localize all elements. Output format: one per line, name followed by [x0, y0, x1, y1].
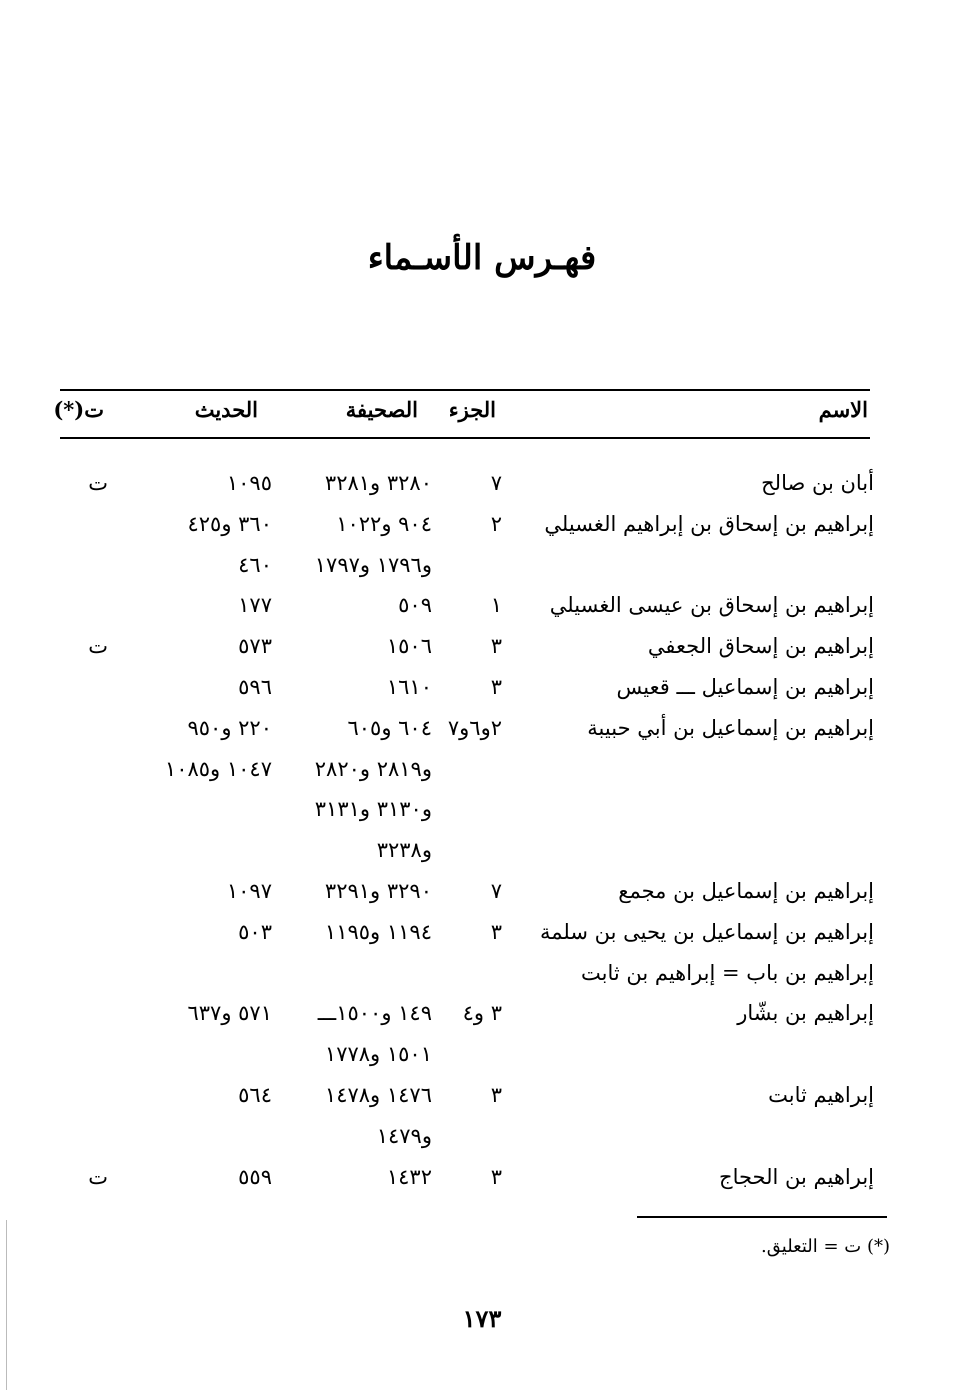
row-name: إبراهيم بن إسماعيل بن يحيى بن سلمة	[540, 919, 874, 944]
header-name: الاسم	[818, 397, 868, 422]
row-volume: ٣ و٤	[462, 1001, 502, 1026]
page-title: فهـرس الأسـماء	[367, 238, 597, 278]
row-page: و٢٨١٩ و٢٨٢٠	[314, 756, 432, 781]
table-row	[0, 1162, 964, 1202]
table-header-rule	[60, 437, 870, 439]
row-hadith: ٥٠٣	[238, 919, 272, 944]
row-volume: ١	[490, 593, 502, 618]
row-page: و١٧٩٦ و١٧٩٧	[314, 552, 432, 577]
row-hadith: ٥٧٣	[238, 634, 272, 659]
row-page: ٦٠٤ و٦٠٥	[347, 715, 432, 740]
row-volume: ٣	[490, 919, 502, 944]
table-row	[0, 631, 964, 671]
row-page: ١٦١٠	[386, 675, 432, 699]
row-volume: ٧	[490, 879, 502, 903]
table-row	[0, 1039, 964, 1079]
table-row	[0, 672, 964, 712]
table-row	[0, 998, 964, 1038]
row-page: ٩٠٤ و١٠٢٢	[336, 511, 432, 536]
table-row	[0, 1080, 964, 1120]
table-row	[0, 917, 964, 957]
row-page: ٥٠٩	[398, 593, 432, 618]
row-name: إبراهيم بن إسحاق الجعفي	[647, 634, 874, 659]
row-hadith: ١٧٧	[238, 593, 272, 618]
row-volume: ٣	[490, 1083, 502, 1107]
row-name: إبراهيم بن إسماعيل بن أبي حبيبة	[587, 715, 874, 740]
row-name: إبراهيم بن إسحاق بن إبراهيم الغسيلي	[544, 511, 874, 536]
header-taliq: ت(*)	[53, 397, 104, 422]
row-page: ٣٢٩٠ و٣٢٩١	[324, 879, 432, 903]
row-name: إبراهيم بن الحجاج	[719, 1164, 874, 1189]
row-volume: ٣	[490, 675, 502, 699]
row-taliq: ت	[88, 1164, 108, 1189]
table-row	[0, 754, 964, 794]
row-page: و٣٢٣٨	[376, 838, 432, 863]
row-name: إبراهيم بن إسحاق بن عيسى الغسيلي	[549, 593, 874, 618]
table-row	[0, 876, 964, 916]
row-name: إبراهيم بن إسماعيل ـــ قعيس	[616, 675, 874, 699]
row-taliq: ت	[88, 471, 108, 495]
row-hadith: ٤٦٠	[238, 552, 272, 577]
header-hadith: الحديث	[194, 397, 258, 422]
row-page: ١١٩٤ و١١٩٥	[324, 919, 432, 944]
row-page: ١٤٧٦ و١٤٧٨	[324, 1083, 432, 1107]
row-page: ١٥٠١ و١٧٧٨	[324, 1042, 432, 1067]
row-volume: ٢	[490, 511, 502, 536]
table-row	[0, 835, 964, 875]
table-row	[0, 590, 964, 630]
row-page: ١٥٠٦	[386, 634, 432, 659]
table-row	[0, 794, 964, 834]
table-row	[0, 1121, 964, 1161]
row-hadith: ١٠٩٥	[226, 471, 272, 495]
row-hadith: ٥٦٤	[238, 1083, 272, 1107]
row-volume: ٧	[490, 471, 502, 495]
row-page: ١٤٩ و١٥٠٠ـــ	[317, 1001, 432, 1026]
row-name: إبراهيم ثابت	[768, 1083, 874, 1107]
row-hadith: ٥٧١ و٦٣٧	[187, 1001, 272, 1026]
row-volume: ٣	[490, 1164, 502, 1189]
row-page: و١٤٧٩	[376, 1123, 432, 1148]
footnote: (*) ت = التعليق.	[761, 1236, 890, 1257]
row-name: أبان بن صالح	[761, 471, 874, 495]
footnote-rule	[637, 1216, 887, 1218]
row-taliq: ت	[88, 634, 108, 659]
table-top-rule	[60, 389, 870, 391]
row-page: و٣١٣٠ و٣١٣١	[314, 797, 432, 822]
row-hadith: ٣٦٠ و٤٢٥	[187, 511, 272, 536]
row-hadith: ١٠٤٧ و١٠٨٥	[164, 756, 272, 781]
row-hadith: ٥٩٦	[238, 675, 272, 699]
header-volume: الجزء	[448, 397, 496, 422]
header-page: الصحيفة	[345, 397, 418, 422]
scan-edge-mark	[6, 1220, 7, 1390]
row-name: إبراهيم بن بشّار	[737, 1001, 874, 1026]
page-number: ١٧٣	[462, 1304, 502, 1333]
row-name: إبراهيم بن باب = إبراهيم بن ثابت	[580, 960, 874, 985]
row-volume: ٣	[490, 634, 502, 659]
table-row	[0, 550, 964, 590]
table-row	[0, 958, 964, 998]
row-page: ٣٢٨٠ و٣٢٨١	[324, 471, 432, 495]
table-row	[0, 713, 964, 753]
row-hadith: ٥٥٩	[238, 1164, 272, 1189]
row-volume: ٢و٦و٧	[447, 715, 502, 740]
row-page: ١٤٣٢	[386, 1164, 432, 1189]
row-name: إبراهيم بن إسماعيل بن مجمع	[618, 879, 874, 903]
row-hadith: ٢٢٠ و٩٥٠	[187, 715, 272, 740]
table-row	[0, 509, 964, 549]
row-hadith: ١٠٩٧	[226, 879, 272, 903]
table-row	[0, 468, 964, 508]
